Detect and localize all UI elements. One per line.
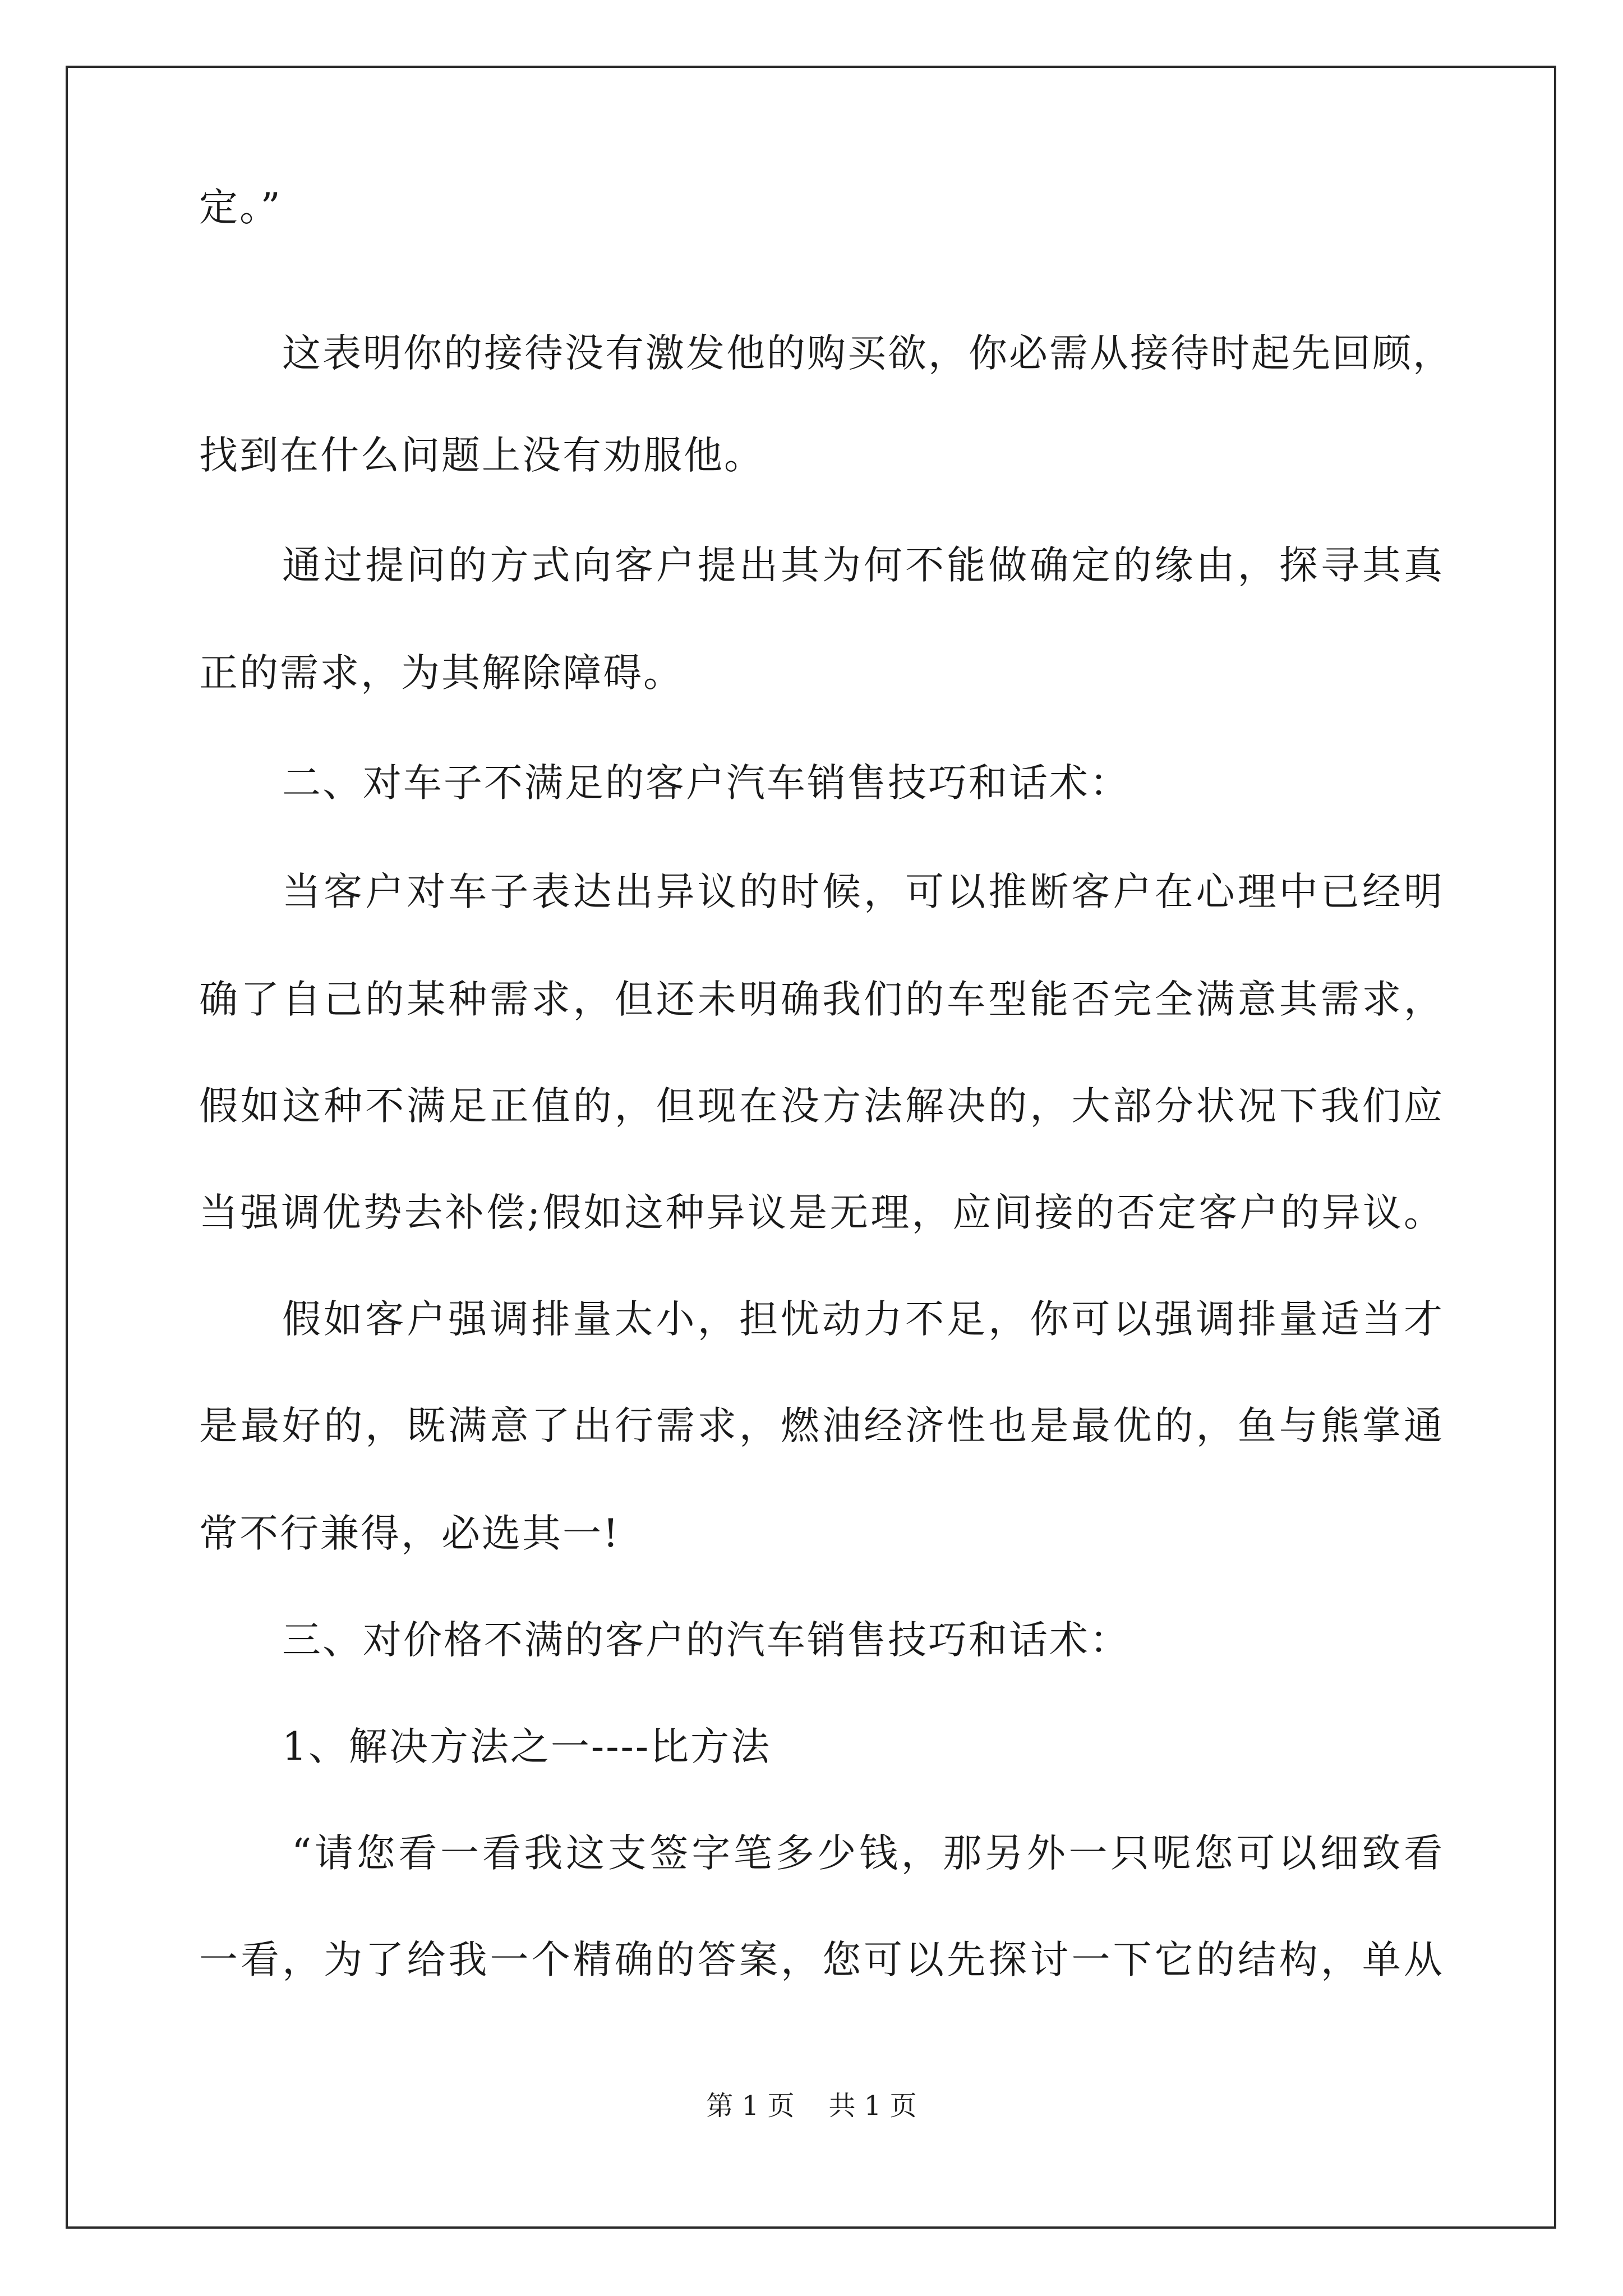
text-line: 当客户对车子表达出异议的时候，可以推断客户在心理中已经明 bbox=[282, 869, 1444, 914]
text-line: 二、对车子不满足的客户汽车销售技巧和话术： bbox=[282, 761, 1130, 806]
text-line: 是最好的，既满意了出行需求，燃油经济性也是最优的，鱼与熊掌通 bbox=[199, 1404, 1444, 1448]
text-line: 这表明你的接待没有激发他的购买欲，你必需从接待时起先回顾， bbox=[282, 331, 1453, 376]
text-line: 一看，为了给我一个精确的答案，您可以先探讨一下它的结构，单从 bbox=[199, 1938, 1444, 1982]
text-line: 正的需求，为其解除障碍。 bbox=[199, 651, 684, 696]
text-line: 找到在什么问题上没有劝服他。 bbox=[199, 433, 764, 478]
text-line: “请您看一看我这支签字笔多少钱，那另外一只呢您可以细致看 bbox=[292, 1831, 1444, 1876]
page-border bbox=[66, 66, 1556, 2229]
text-line: 通过提问的方式向客户提出其为何不能做确定的缘由，探寻其真 bbox=[282, 543, 1444, 588]
text-line: 确了自己的某种需求，但还未明确我们的车型能否完全满意其需求， bbox=[199, 977, 1444, 1022]
text-line: 假如这种不满足正值的，但现在没方法解决的，大部分状况下我们应 bbox=[199, 1084, 1444, 1129]
text-line: 假如客户强调排量太小，担忧动力不足，你可以强调排量适当才 bbox=[282, 1297, 1444, 1342]
text-line: 当强调优势去补偿;假如这种异议是无理，应间接的否定客户的异议。 bbox=[199, 1190, 1444, 1235]
page-number-footer: 第 1 页 共 1 页 bbox=[706, 2090, 917, 2122]
text-line: 三、对价格不满的客户的汽车销售技巧和话术： bbox=[282, 1618, 1130, 1663]
text-line: 常不行兼得，必选其一! bbox=[199, 1511, 620, 1556]
text-line: 定。” bbox=[199, 185, 282, 230]
text-line: 1、解决方法之一----比方法 bbox=[282, 1724, 772, 1769]
